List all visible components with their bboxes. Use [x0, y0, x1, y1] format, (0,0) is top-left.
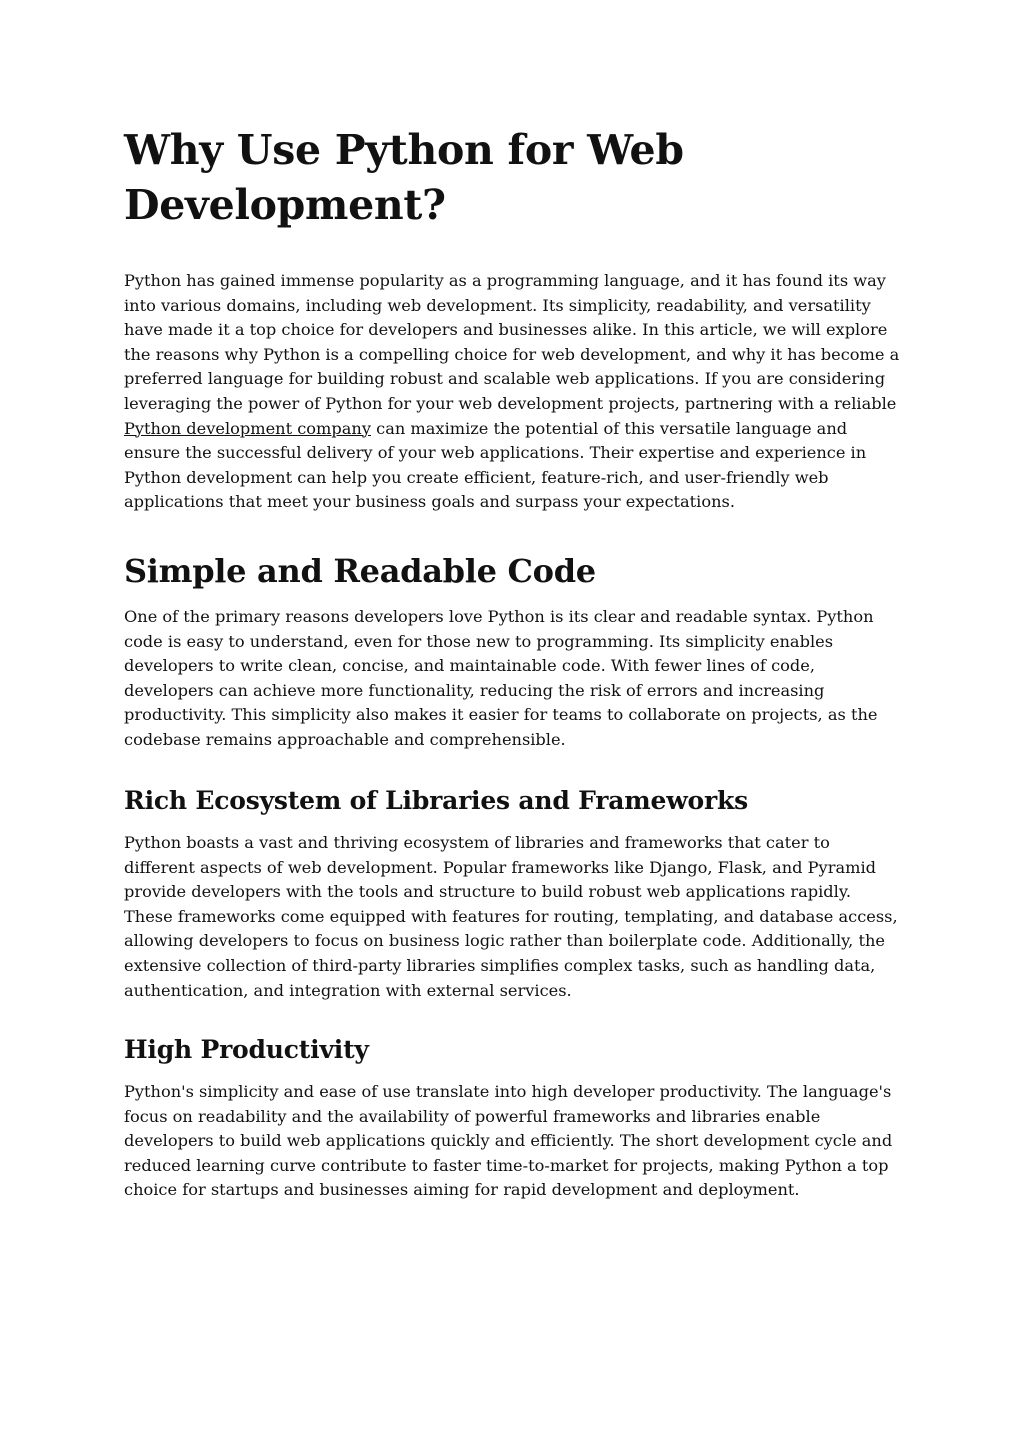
- section-heading-simple-readable-code: Simple and Readable Code: [124, 552, 596, 590]
- section-body-simple-readable-code: One of the primary reasons developers love Python is its clear and readable syntax. Python code is easy to understand, even for those new to programming. Its simplicity enables developers to write clean, concise, and maintainable code. With fewer lines of code, developers can achieve more functionality, reducing the risk of errors and increasing productivity. This simplicity also makes it easier for teams to collaborate on projects, as the codebase remains approachable and comprehensible.: [124, 607, 878, 749]
- intro-paragraph: [124, 269, 904, 515]
- python-development-company-link[interactable]: Python development company: [124, 418, 371, 438]
- intro-text-before-link: Python has gained immense popularity as a programming language, and it has found its way into various domains, including web development. Its simplicity, readability, and versatility have made it a top choice for developers and businesses alike. In this article, we will explore the reasons why Python is a compelling choice for web development, and why it has become a preferred language for building robust and scalable web applications. If you are considering leveraging the power of Python for your web development projects, partnering with a reliable: [124, 271, 900, 413]
- document-title: Why Use Python for Web Development?: [124, 126, 684, 229]
- section-body-rich-ecosystem: Python boasts a vast and thriving ecosystem of libraries and frameworks that cater to different aspects of web development. Popular frameworks like Django, Flask, and Pyramid provide developers with the tools and structure to build robust web applications rapidly. These frameworks come equipped with features for routing, templating, and database access, allowing developers to focus on business logic rather than boilerplate code. Additionally, the extensive collection of third-party libraries simplifies complex tasks, such as handling data, authentication, and integration with external services.: [124, 833, 898, 1000]
- section-heading-rich-ecosystem: Rich Ecosystem of Libraries and Frameworks: [124, 786, 748, 815]
- intro-text-after-link: can maximize the potential of this versatile language and ensure the successful delivery of your web applications. Their expertise and experience in Python development can help you create efficient, feature-rich, and user-friendly web applications that meet your business goals and surpass your expectations.: [124, 418, 867, 512]
- section-body-high-productivity: Python's simplicity and ease of use translate into high developer productivity. The language's focus on readability and the availability of powerful frameworks and libraries enable developers to build web applications quickly and efficiently. The short development cycle and reduced learning curve contribute to faster time-to-market for projects, making Python a top choice for startups and businesses aiming for rapid development and deployment.: [124, 1082, 893, 1200]
- section-heading-high-productivity: High Productivity: [124, 1035, 369, 1064]
